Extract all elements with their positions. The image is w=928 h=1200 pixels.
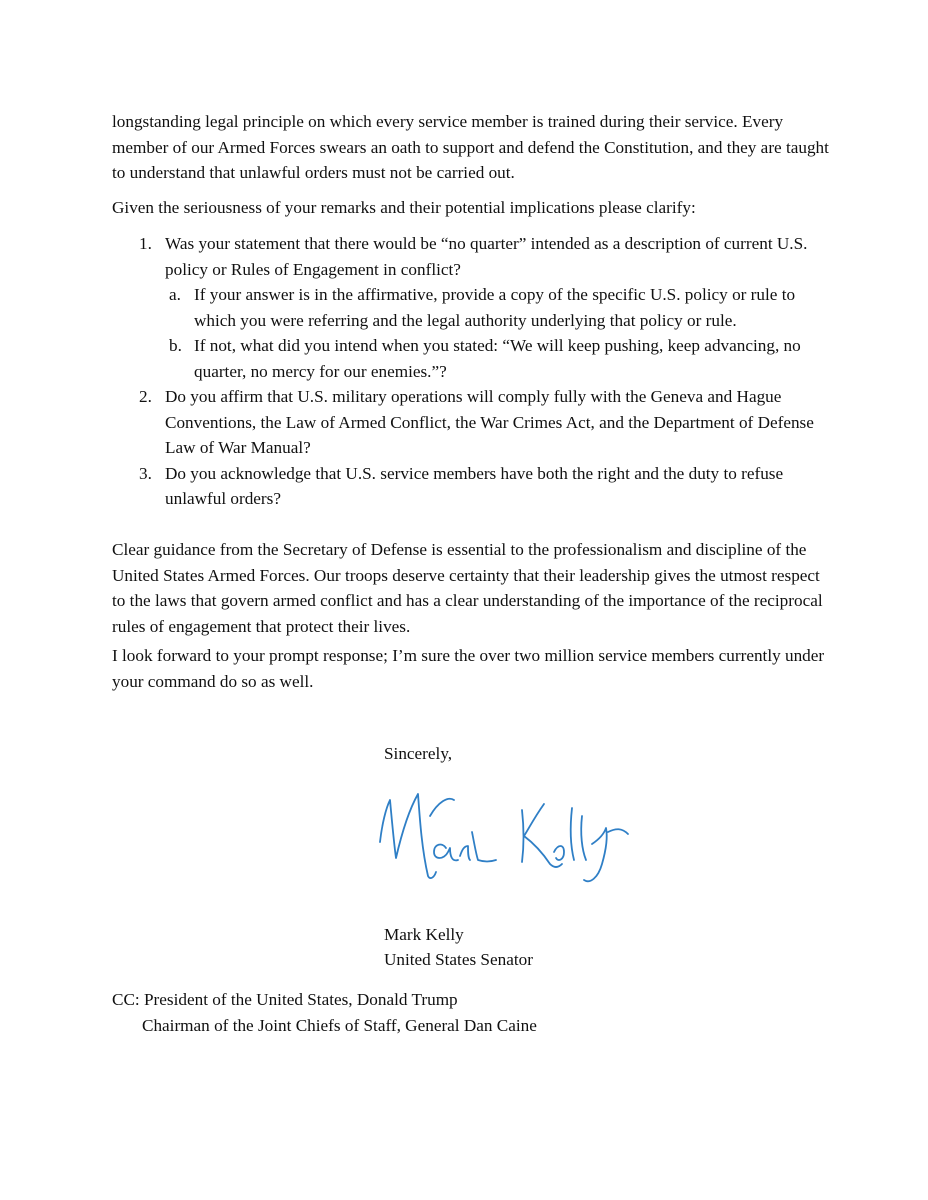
question-item [112,384,832,461]
sub-question-text: If your answer is in the affirmative, provide a copy of the specific U.S. policy or rule to which you were referring and the legal authority underlying that policy or rule. [194,285,796,330]
question-item [112,461,832,512]
cc-line: CC: President of the United States, Donald Trump [112,990,458,1009]
question-number: 2. [139,387,152,406]
cc-block [112,987,537,1038]
cc-line: Chairman of the Joint Chiefs of Staff, General Dan Caine [142,1015,537,1035]
sub-question-text: If not, what did you intend when you stated: “We will keep pushing, keep advancing, no quarter, no mercy for our enemies.”? [194,336,801,381]
guidance-paragraph: Clear guidance from the Secretary of Defense is essential to the professionalism and discipline of the United States Armed Forces. Our troops deserve certainty that their leadership gives the utmost respect to the laws that govern armed conflict and has a clear understanding of the importance of the reciprocal rules of engagement that protect their lives. [112,540,823,636]
question-text: Was your statement that there would be “no quarter” intended as a description of current U.S. policy or Rules of Engagement in conflict? [165,234,808,279]
signer-name: Mark Kelly [384,925,464,944]
sub-question-list [165,282,832,384]
sub-question-letter: b. [169,336,182,355]
question-number: 1. [139,234,152,253]
closing-paragraph: I look forward to your prompt response; I’m sure the over two million service members currently under your command do so as well. [112,646,825,691]
sub-question-item [165,282,832,333]
question-list [112,231,832,512]
questions-intro: Given the seriousness of your remarks and their potential implications please clarify: [112,198,696,217]
handwritten-signature [372,772,642,892]
sub-question-letter: a. [169,285,181,304]
valediction: Sincerely, [384,744,453,763]
signer-title: United States Senator [384,950,533,969]
sub-question-item [165,333,832,384]
continuation-paragraph: longstanding legal principle on which every service member is trained during their service. Every member of our Armed Forces swears an oath to support and defend the Constitution, and they are taught to understand that unlawful orders must not be carried out. [112,112,829,182]
question-text: Do you affirm that U.S. military operations will comply fully with the Geneva and Hague Conventions, the Law of Armed Conflict, the War Crimes Act, and the Department of Defense Law of War Manual? [165,387,814,457]
question-item [112,231,832,384]
question-number: 3. [139,463,152,483]
question-text: Do you acknowledge that U.S. service members have both the right and the duty to refuse unlawful orders? [165,463,784,508]
